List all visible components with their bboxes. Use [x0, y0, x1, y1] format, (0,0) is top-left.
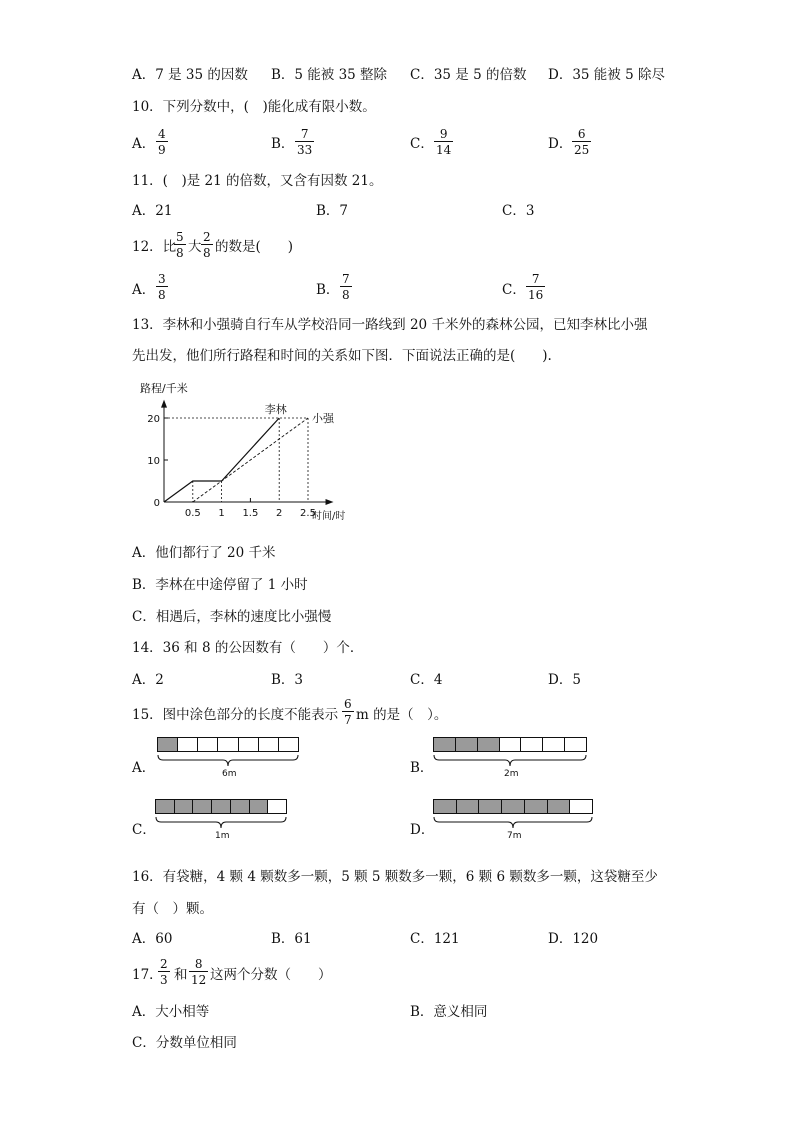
x-axis-arrow [326, 499, 334, 505]
x-tick-label: 1 [218, 508, 225, 519]
q17-option-c: C．分数单位相同 [132, 1035, 237, 1051]
q17-stem-pre: 17． [132, 967, 163, 983]
q14-option-c: C．4 [410, 672, 443, 688]
q11-option-a: A．21 [132, 203, 173, 219]
filled-segment [525, 800, 548, 813]
empty-segment [500, 738, 522, 751]
y-axis-title: 路程/千米 [140, 382, 188, 395]
q10-d-label: D． [548, 136, 573, 152]
q17-fraction-1: $\frac{2}{3}$ [160, 957, 168, 987]
q9-option-c: C．35 是 5 的倍数 [410, 67, 527, 83]
filled-segment [457, 800, 480, 813]
x-axis-title: 时间/时 [312, 511, 346, 522]
series-xiaoqiang-line [193, 418, 308, 502]
filled-segment [479, 800, 502, 813]
q15-brace [157, 754, 299, 768]
series-label-lilin: 李林 [264, 403, 287, 416]
q13-option-a: A．他们都行了 20 千米 [132, 545, 276, 561]
q10-a-fraction: $\frac{4}{9}$ [158, 127, 166, 157]
q16-option-b: B．61 [271, 931, 312, 947]
y-tick-label: 10 [147, 456, 160, 467]
q15-segment-bar [155, 799, 287, 814]
q10-a-label: A． [132, 136, 156, 152]
y-tick-label: 0 [153, 498, 160, 509]
q10-d-fraction: $\frac{6}{25}$ [574, 127, 590, 157]
q10-stem: 10．下列分数中，( )能化成有限小数。 [132, 99, 376, 115]
empty-segment [543, 738, 565, 751]
q15-stem-pre: 15．图中涂色部分的长度不能表示 [132, 707, 339, 723]
q15-option-label: D． [410, 822, 435, 838]
q12-c-fraction: $\frac{7}{16}$ [528, 272, 544, 302]
filled-segment [502, 800, 525, 813]
q15-stem-post: m 的是（ ）。 [356, 707, 448, 723]
empty-segment [218, 738, 238, 751]
empty-segment [178, 738, 198, 751]
q10-b-label: B． [271, 136, 295, 152]
x-tick-label: 0.5 [184, 508, 201, 519]
q12-a-label: A． [132, 282, 156, 298]
empty-segment [239, 738, 259, 751]
q11-stem: 11．( )是 21 的倍数，又含有因数 21。 [132, 173, 383, 189]
filled-segment [156, 800, 175, 813]
filled-segment [212, 800, 231, 813]
q15-brace [433, 754, 587, 768]
q9-option-b: B．5 能被 35 整除 [271, 67, 388, 83]
q17-option-a: A．大小相等 [132, 1004, 210, 1020]
q16-stem-line2: 有（ ）颗。 [132, 901, 213, 917]
q15-option-label: A． [132, 760, 156, 776]
q15-measure-label: 2m [504, 769, 519, 779]
q11-option-b: B．7 [316, 203, 349, 219]
filled-segment [231, 800, 250, 813]
empty-segment [268, 800, 286, 813]
q12-a-fraction: $\frac{3}{8}$ [158, 272, 166, 302]
q9-option-d: D．35 能被 5 除尽 [548, 67, 665, 83]
q15-measure-label: 7m [507, 831, 522, 841]
q12-stem-post: 的数是( ) [215, 239, 294, 255]
q11-option-c: C．3 [502, 203, 535, 219]
q12-stem-mid: 大 [188, 239, 202, 255]
q15-brace [433, 816, 593, 830]
empty-segment [279, 738, 298, 751]
q13-option-b: B．李林在中途停留了 1 小时 [132, 577, 308, 593]
q17-stem-post: 这两个分数（ ） [210, 967, 332, 983]
q15-measure-label: 1m [215, 831, 230, 841]
filled-segment [158, 738, 178, 751]
q15-option-label: B． [410, 760, 434, 776]
q13-stem-line1: 13．李林和小强骑自行车从学校沿同一路线到 20 千米外的森林公园，已知李林比小强 [132, 317, 648, 333]
q15-measure-label: 6m [222, 769, 237, 779]
q14-option-d: D．5 [548, 672, 581, 688]
q12-stem-pre: 12．比 [132, 239, 177, 255]
series-label-xiaoqiang: 小强 [312, 412, 334, 425]
q14-stem: 14．36 和 8 的公因数有（ ）个． [132, 640, 364, 656]
y-axis-arrow [161, 400, 167, 408]
q16-option-d: D．120 [548, 931, 599, 947]
q17-stem-mid: 和 [174, 967, 188, 983]
empty-segment [521, 738, 543, 751]
empty-segment [570, 800, 592, 813]
x-tick-label: 1.5 [242, 508, 259, 519]
q12-fraction-1: $\frac{5}{8}$ [176, 230, 184, 260]
filled-segment [478, 738, 500, 751]
x-tick-label: 2.5 [300, 508, 316, 519]
filled-segment [456, 738, 478, 751]
x-tick-label: 2 [276, 508, 283, 519]
q16-option-c: C．121 [410, 931, 460, 947]
q13-stem-line2: 先出发，他们所行路程和时间的关系如下图．下面说法正确的是( ). [132, 348, 552, 364]
q15-segment-bar [433, 737, 587, 752]
q12-b-fraction: $\frac{7}{8}$ [342, 272, 350, 302]
filled-segment [434, 738, 456, 751]
q14-option-b: B．3 [271, 672, 304, 688]
q15-segment-bar [433, 799, 593, 814]
empty-segment [198, 738, 218, 751]
q15-brace [155, 816, 287, 830]
filled-segment [250, 800, 269, 813]
q15-option-label: C． [132, 822, 156, 838]
q17-option-b: B．意义相同 [410, 1004, 488, 1020]
q13-option-c: C．相遇后，李林的速度比小强慢 [132, 609, 332, 625]
filled-segment [434, 800, 457, 813]
y-tick-label: 20 [147, 414, 160, 425]
empty-segment [259, 738, 279, 751]
q10-c-label: C． [410, 136, 434, 152]
q10-c-fraction: $\frac{9}{14}$ [436, 127, 452, 157]
filled-segment [193, 800, 212, 813]
q14-option-a: A．2 [132, 672, 164, 688]
q12-b-label: B． [316, 282, 340, 298]
distance-time-chart [140, 378, 380, 523]
q12-fraction-2: $\frac{2}{8}$ [203, 230, 211, 260]
q15-segment-bar [157, 737, 299, 752]
q16-option-a: A．60 [132, 931, 173, 947]
q15-fraction: $\frac{6}{7}$ [344, 697, 352, 727]
q10-b-fraction: $\frac{7}{33}$ [297, 127, 313, 157]
q17-fraction-2: $\frac{8}{12}$ [191, 957, 207, 987]
filled-segment [548, 800, 571, 813]
empty-segment [565, 738, 586, 751]
q16-stem-line1: 16．有袋糖，4 颗 4 颗数多一颗，5 颗 5 颗数多一颗，6 颗 6 颗数多一颗，这袋糖至少 [132, 869, 658, 885]
filled-segment [175, 800, 194, 813]
q9-option-a: A．7 是 35 的因数 [132, 67, 248, 83]
q12-c-label: C． [502, 282, 526, 298]
